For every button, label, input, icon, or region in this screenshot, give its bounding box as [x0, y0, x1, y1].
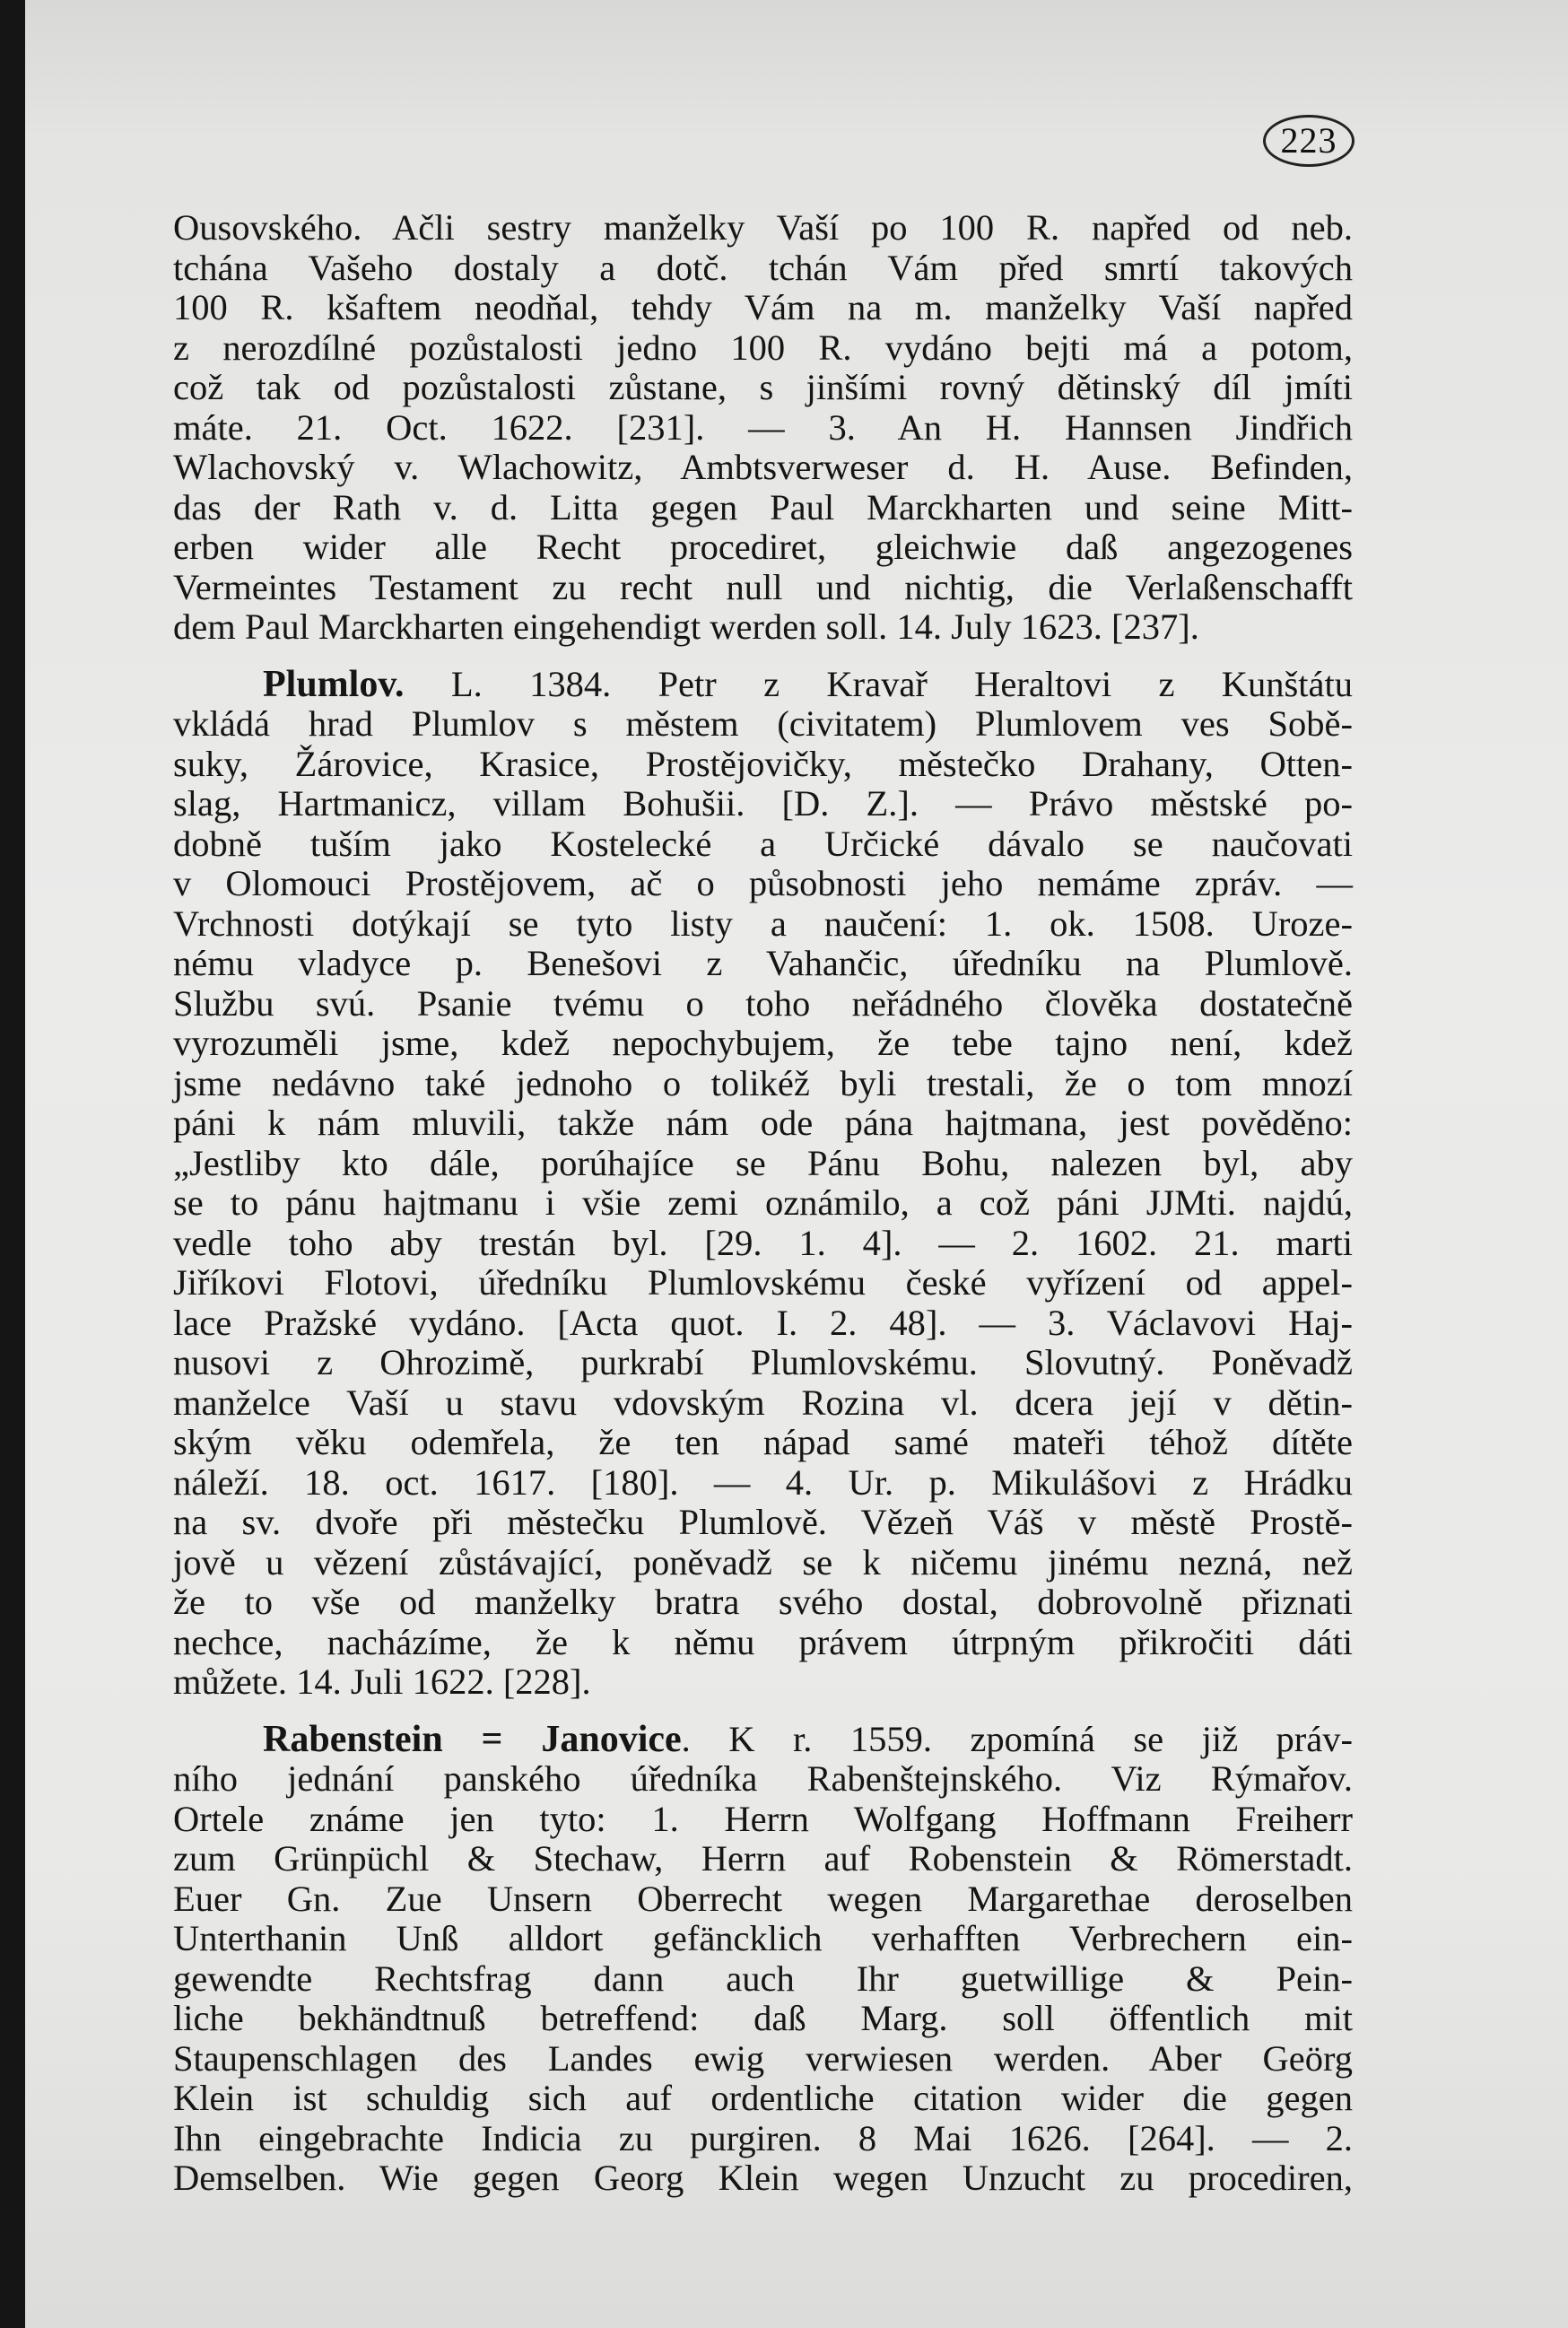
text-line: Demselben. Wie gegen Georg Klein wegen Unzucht zu procediren, — [173, 2158, 1353, 2198]
text-line: ního jednání panského úředníka Rabenštejnského. Viz Rýmařov. — [173, 1758, 1353, 1799]
text-line: se to pánu hajtmanu i všie zemi oznámilo, a což páni JJMti. najdú, — [173, 1182, 1353, 1223]
text-line — [173, 665, 1353, 705]
text-line — [173, 1720, 1353, 1760]
text-line: suky, Žárovice, Krasice, Prostějovičky, městečko Drahany, Otten- — [173, 743, 1353, 784]
paragraph-plumlov — [173, 665, 1353, 1703]
entry-heading-rabenstein: Rabenstein = Janovice — [263, 1718, 682, 1760]
text-line: náleží. 18. oct. 1617. [180]. — 4. Ur. p. Mikulášovi z Hrádku — [173, 1461, 1353, 1503]
text-line: „Jestliby kto dále, porúhajíce se Pánu Bohu, nalezen byl, aby — [173, 1142, 1353, 1183]
text-line: dobně tuším jako Kostelecké a Určické dávalo se naučovati — [173, 823, 1353, 864]
paragraph-rabenstein — [173, 1720, 1353, 2199]
text-line: nusovi z Ohrozimě, purkrabí Plumlovskému. Slovutný. Poněvadž — [173, 1342, 1353, 1382]
page-number: 223 — [1263, 115, 1355, 167]
text-line: Ousovského. Ačli sestry manželky Vaší po 100 R. napřed od neb. — [173, 207, 1353, 248]
text-line: nému vladyce p. Benešovi z Vahančic, úředníku na Plumlově. — [173, 943, 1353, 983]
text-line: lace Pražské vydáno. [Acta quot. I. 2. 48]. — 3. Václavovi Haj- — [173, 1302, 1353, 1343]
text-line: Wlachovský v. Wlachowitz, Ambtsverweser d. H. Ause. Befinden, — [173, 447, 1353, 487]
text-line: manželce Vaší u stavu vdovským Rozina vl. dcera její v dětin- — [173, 1382, 1353, 1423]
text-line: Službu svú. Psanie tvému o toho neřádného člověka dostatečně — [173, 982, 1353, 1024]
text-line: páni k nám mluvili, takže nám ode pána hajtmana, jest pověděno: — [173, 1103, 1353, 1143]
text-line: zum Grünpüchl & Stechaw, Herrn auf Robenstein & Römerstadt. — [173, 1838, 1353, 1879]
text-line-rest: . K r. 1559. zpomíná se již práv- — [681, 1718, 1354, 1759]
text-line: 100 R. kšaftem neodňal, tehdy Vám na m. manželky Vaší napřed — [173, 287, 1353, 327]
text-line: dem Paul Marckharten eingehendigt werden soll. 14. July 1623. [237]. — [173, 606, 1199, 647]
text-line: tchána Vašeho dostaly a dotč. tchán Vám před smrtí takových — [173, 247, 1353, 288]
text-line: z nerozdílné pozůstalosti jedno 100 R. vydáno bejti má a potom, — [173, 327, 1353, 368]
text-line: jsme nedávno také jednoho o tolikéž byli trestali, že o tom mnozí — [173, 1062, 1353, 1103]
page-body — [173, 208, 1353, 2199]
text-line: ským věku odemřela, že ten nápad samé mateři téhož dítěte — [173, 1422, 1353, 1462]
text-line: vedle toho aby trestán byl. [29. 1. 4]. — 2. 1602. 21. marti — [173, 1222, 1353, 1263]
text-line: Ihn eingebrachte Indicia zu purgiren. 8 Mai 1626. [264]. — 2. — [173, 2117, 1353, 2158]
paragraph-ousovskeho — [173, 208, 1353, 648]
book-page — [25, 0, 1568, 2328]
text-line: Vermeintes Testament zu recht null und nichtig, die Verlaßenschafft — [173, 566, 1353, 607]
text-line: erben wider alle Recht procediret, gleichwie daß angezogenes — [173, 527, 1353, 567]
text-line: můžete. 14. Juli 1622. [228]. — [173, 1661, 591, 1702]
text-line: Jiříkovi Flotovi, úředníku Plumlovskému české vyřízení od appel- — [173, 1262, 1353, 1303]
text-line: že to vše od manželky bratra svého dostal, dobrovolně přiznati — [173, 1582, 1353, 1622]
text-line: vkládá hrad Plumlov s městem (civitatem) Plumlovem ves Sobě- — [173, 703, 1353, 744]
text-line: liche bekhändtnuß betreffend: daß Marg. soll öffentlich mit — [173, 1998, 1353, 2038]
text-line: vyrozuměli jsme, kdež nepochybujem, že tebe tajno není, kdež — [173, 1023, 1353, 1063]
text-line-rest: L. 1384. Petr z Kravař Heraltovi z Kunštátu — [404, 663, 1353, 704]
text-line: Klein ist schuldig sich auf ordentliche citation wider die gegen — [173, 2078, 1353, 2118]
text-line: gewendte Rechtsfrag dann auch Ihr guetwillige & Pein- — [173, 1957, 1353, 1999]
text-line: Unterthanin Unß alldort gefäncklich verhafften Verbrechern ein- — [173, 1918, 1353, 1958]
text-line: což tak od pozůstalosti zůstane, s jinšími rovný dětinský díl jmíti — [173, 367, 1353, 407]
text-line: v Olomouci Prostějovem, ač o působnosti jeho nemáme zpráv. — — [173, 863, 1353, 903]
text-line: na sv. dvoře při městečku Plumlově. Vězeň Váš v městě Prostě- — [173, 1502, 1353, 1542]
entry-heading-plumlov: Plumlov. — [263, 663, 405, 705]
text-line: Vrchnosti dotýkají se tyto listy a naučení: 1. ok. 1508. Uroze- — [173, 902, 1353, 944]
text-line: máte. 21. Oct. 1622. [231]. — 3. An H. Hannsen Jindřich — [173, 406, 1353, 448]
text-line: nechce, nacházíme, že k němu právem útrpným přikročiti dáti — [173, 1621, 1353, 1662]
text-line: Ortele známe jen tyto: 1. Herrn Wolfgang Hoffmann Freiherr — [173, 1798, 1353, 1839]
text-line: Euer Gn. Zue Unsern Oberrecht wegen Margarethae deroselben — [173, 1878, 1353, 1919]
text-line: das der Rath v. d. Litta gegen Paul Marckharten und seine Mitt- — [173, 486, 1353, 528]
text-line: jově u vězení zůstávající, poněvadž se k ničemu jinému nezná, než — [173, 1541, 1353, 1583]
text-line: slag, Hartmanicz, villam Bohušii. [D. Z.]. — Právo městské po- — [173, 783, 1353, 824]
text-line: Staupenschlagen des Landes ewig verwiesen werden. Aber Geörg — [173, 2037, 1353, 2079]
